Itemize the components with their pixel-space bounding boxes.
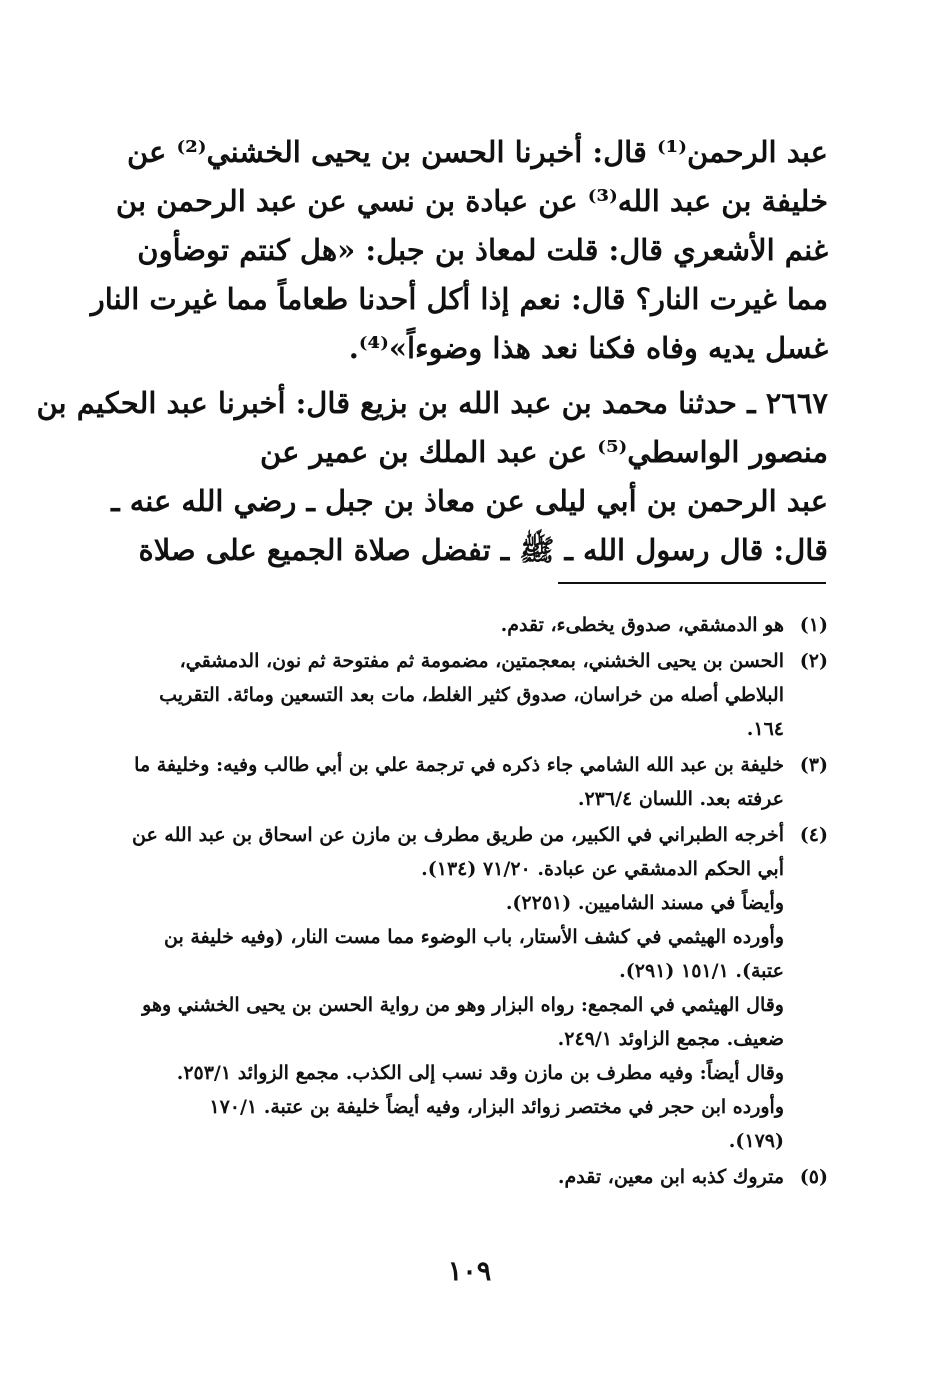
footnote-line: عتبة). ١٥١/١ (٢٩١).	[619, 960, 784, 982]
main-line: غنم الأشعري قال: قلت لمعاذ بن جبل: «هل كنتم توضأون	[137, 233, 828, 267]
main-line: غسل يديه وفاه فكنا نعد هذا وضوءاً»⁽⁴⁾.	[348, 331, 828, 365]
footnote-number: (١)	[799, 614, 828, 636]
footnote-number: (٢)	[799, 650, 828, 672]
footnote-line: خليفة بن عبد الله الشامي جاء ذكره في ترجمة علي بن أبي طالب وفيه: وخليفة ما	[134, 754, 784, 776]
footnote-3	[128, 748, 828, 816]
footnote-line: وقال أيضاً: وفيه مطرف بن مازن وقد نسب إلى الكذب. مجمع الزوائد ٢٥٣/١.	[176, 1062, 784, 1084]
footnote-number: (٤)	[799, 824, 828, 846]
page-number: ١٠٩	[447, 1256, 492, 1287]
footnote-number: (٥)	[799, 1166, 828, 1188]
footnote-line: الحسن بن يحيى الخشني، بمعجمتين، مضمومة ثم مفتوحة ثم نون، الدمشقي،	[179, 650, 784, 672]
footnote-line: وقال الهيثمي في المجمع: رواه البزار وهو من رواية الحسن بن يحيى الخشني وهو	[142, 994, 784, 1016]
footnote-line: وأورده الهيثمي في كشف الأستار، باب الوضوء مما مست النار، (وفيه خليفة بن	[163, 926, 784, 948]
main-line: خليفة بن عبد الله⁽³⁾ عن عبادة بن نسي عن عبد الرحمن بن	[115, 184, 828, 218]
footnote-line: (١٧٩).	[728, 1130, 784, 1152]
footnote-5	[128, 1160, 828, 1194]
footnote-line: متروك كذبه ابن معين، تقدم.	[557, 1166, 784, 1188]
footnote-2	[128, 644, 828, 746]
main-line: عبد الرحمن بن أبي ليلى عن معاذ بن جبل ـ رضي الله عنه ـ	[111, 484, 828, 518]
main-line: منصور الواسطي⁽⁵⁾ عن عبد الملك بن عمير عن	[260, 435, 828, 469]
footnote-line: عرفته بعد. اللسان ٢٣٦/٤.	[577, 788, 784, 810]
footnote-line: وأورده ابن حجر في مختصر زوائد البزار، وفيه أيضاً خليفة بن عتبة. ١٧٠/١	[209, 1096, 784, 1118]
footnote-number: (٣)	[799, 754, 828, 776]
footnote-line: ١٦٤.	[746, 718, 784, 740]
main-line: قال: قال رسول الله ـ ﷺ ـ تفضل صلاة الجميع على صلاة	[138, 533, 828, 567]
footnote-line: أبي الحكم الدمشقي عن عبادة. ٧١/٢٠ (١٣٤).	[421, 858, 784, 880]
main-text	[36, 128, 828, 575]
main-line: مما غيرت النار؟ قال: نعم إذا أكل أحدنا طعاماً مما غيرت النار	[90, 282, 828, 316]
main-line: عبد الرحمن⁽¹⁾ قال: أخبرنا الحسن بن يحيى الخشني⁽²⁾ عن	[126, 135, 828, 169]
footnote-4	[128, 818, 828, 1158]
footnote-line: البلاطي أصله من خراسان، صدوق كثير الغلط، مات بعد التسعين ومائة. التقريب	[159, 684, 784, 706]
hadith-2667-line: ٢٦٦٧ ـ حدثنا محمد بن عبد الله بن بزيع قال: أخبرنا عبد الحكيم بن	[36, 386, 828, 420]
footnote-1	[128, 608, 828, 642]
footnote-line: هو الدمشقي، صدوق يخطىء، تقدم.	[500, 614, 784, 636]
footnotes	[128, 608, 828, 1194]
footnote-line: أخرجه الطبراني في الكبير، من طريق مطرف بن مازن عن اسحاق بن عبد الله عن	[132, 824, 784, 846]
footnote-line: ضعيف. مجمع الزاوئد ٢٤٩/١.	[557, 1028, 784, 1050]
footnote-divider	[558, 582, 826, 584]
footnote-line: وأيضاً في مسند الشاميين. (٢٢٥١).	[505, 892, 784, 914]
